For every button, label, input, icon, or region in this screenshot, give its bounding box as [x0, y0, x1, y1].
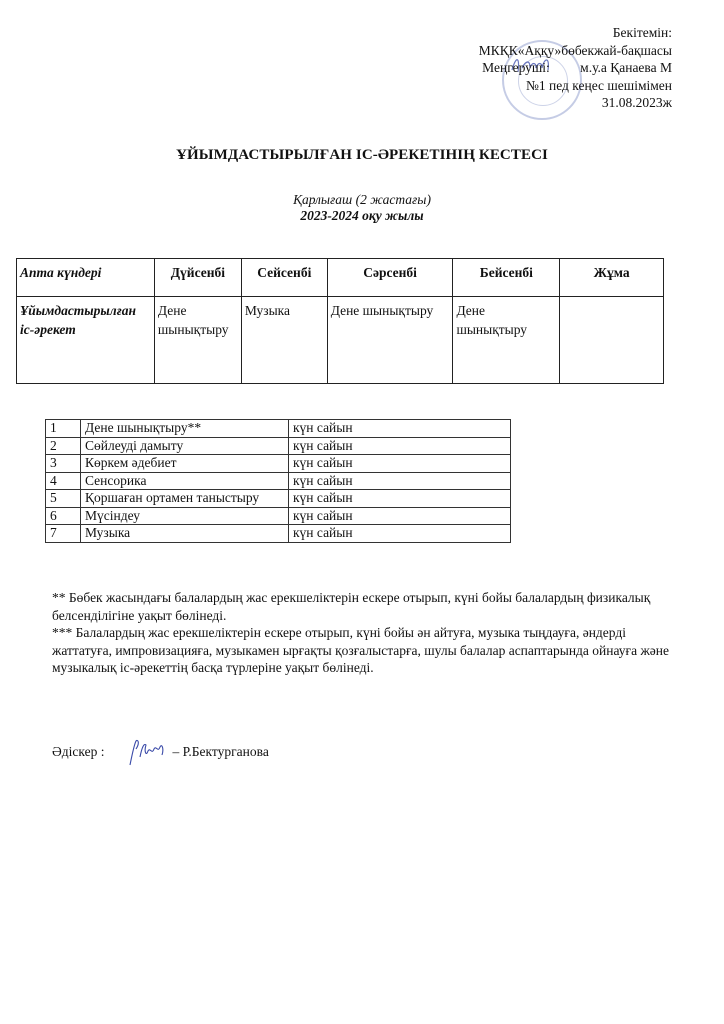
approval-heading: Бекітемін: [612, 25, 672, 40]
row-number: 5 [46, 490, 81, 508]
academic-year: 2023-2024 оқу жылы [300, 208, 424, 223]
footnote-music: *** Балалардың жас ерекшеліктерін ескере отырып, күні бойы ән айтуға, музыка тыңдауға, әндерді жаттатуға, импровизацияға, музыкамен ырғақты қозғалыстарға, шулы балалар аспаптарында ойнауға және музыкалық іс-әрекеттің басқа түрлеріне уақыт бөлінеді. [52, 625, 669, 675]
subject-frequency: күн сайын [289, 472, 511, 490]
group-name: Қарлығаш (2 жастағы) [293, 192, 431, 207]
header-tuesday: Сейсенбі [241, 259, 327, 297]
cell-monday: Дене шынықтыру [154, 297, 241, 384]
methodist-label: Әдіскер : [52, 744, 105, 759]
header-friday: Жұма [560, 259, 664, 297]
daily-subjects-table [45, 419, 511, 543]
header-monday: Дүйсенбі [154, 259, 241, 297]
cell-thursday: Дене шынықтыру [453, 297, 560, 384]
subtitle-block [0, 192, 724, 224]
methodist-signature-block [52, 737, 269, 767]
subject-frequency: күн сайын [289, 437, 511, 455]
activity-row-label: Ұйымдастырылған іс-әрекет [17, 297, 155, 384]
row-number: 1 [46, 420, 81, 438]
weekly-schedule-table [16, 258, 664, 384]
table-row [46, 507, 511, 525]
header-weekdays-label: Апта күндері [17, 259, 155, 297]
table-row [46, 472, 511, 490]
subject-name: Қоршаған ортамен таныстыру [81, 490, 289, 508]
subject-frequency: күн сайын [289, 525, 511, 543]
subject-frequency: күн сайын [289, 455, 511, 473]
row-number: 6 [46, 507, 81, 525]
subject-frequency: күн сайын [289, 490, 511, 508]
approval-council: №1 пед кеңес шешімімен [525, 77, 672, 93]
footnote-physical: ** Бөбек жасындағы балалардың жас ерекшеліктерін ескере отырып, күні бойы балалардың физикалық белсенділігіне уақыт бөлінеді. [52, 590, 651, 623]
subject-name: Сенсорика [81, 472, 289, 490]
subject-name: Мүсіндеу [81, 507, 289, 525]
methodist-name: – Р.Бектурганова [172, 744, 269, 759]
cell-friday [560, 297, 664, 384]
handwritten-signature-icon [124, 737, 170, 767]
row-number: 4 [46, 472, 81, 490]
cell-wednesday: Дене шынықтыру [327, 297, 453, 384]
approval-block [479, 24, 672, 112]
table-row [46, 525, 511, 543]
row-number: 2 [46, 437, 81, 455]
subject-frequency: күн сайын [289, 420, 511, 438]
subject-name: Көркем әдебиет [81, 455, 289, 473]
row-number: 7 [46, 525, 81, 543]
subject-name: Дене шынықтыру** [81, 420, 289, 438]
footnotes [52, 589, 672, 677]
schedule-header-row [17, 259, 664, 297]
table-row [46, 455, 511, 473]
subject-frequency: күн сайын [289, 507, 511, 525]
header-wednesday: Сәрсенбі [327, 259, 453, 297]
table-row [46, 420, 511, 438]
subject-name: Музыка [81, 525, 289, 543]
approval-director: Меңгеруші: м.у.а Қанаева М [482, 60, 672, 75]
cell-tuesday: Музыка [241, 297, 327, 384]
approval-date: 31.08.2023ж [601, 95, 672, 110]
header-thursday: Бейсенбі [453, 259, 560, 297]
table-row [46, 490, 511, 508]
page-title: ҰЙЫМДАСТЫРЫЛҒАН ІС-ӘРЕКЕТІНІҢ КЕСТЕСІ [176, 147, 548, 163]
subject-name: Сөйлеуді дамыту [81, 437, 289, 455]
table-row [46, 437, 511, 455]
approval-institution: МКҚК«Аққу»бөбекжай-бақшасы [478, 42, 672, 58]
row-number: 3 [46, 455, 81, 473]
schedule-activity-row [17, 297, 664, 384]
